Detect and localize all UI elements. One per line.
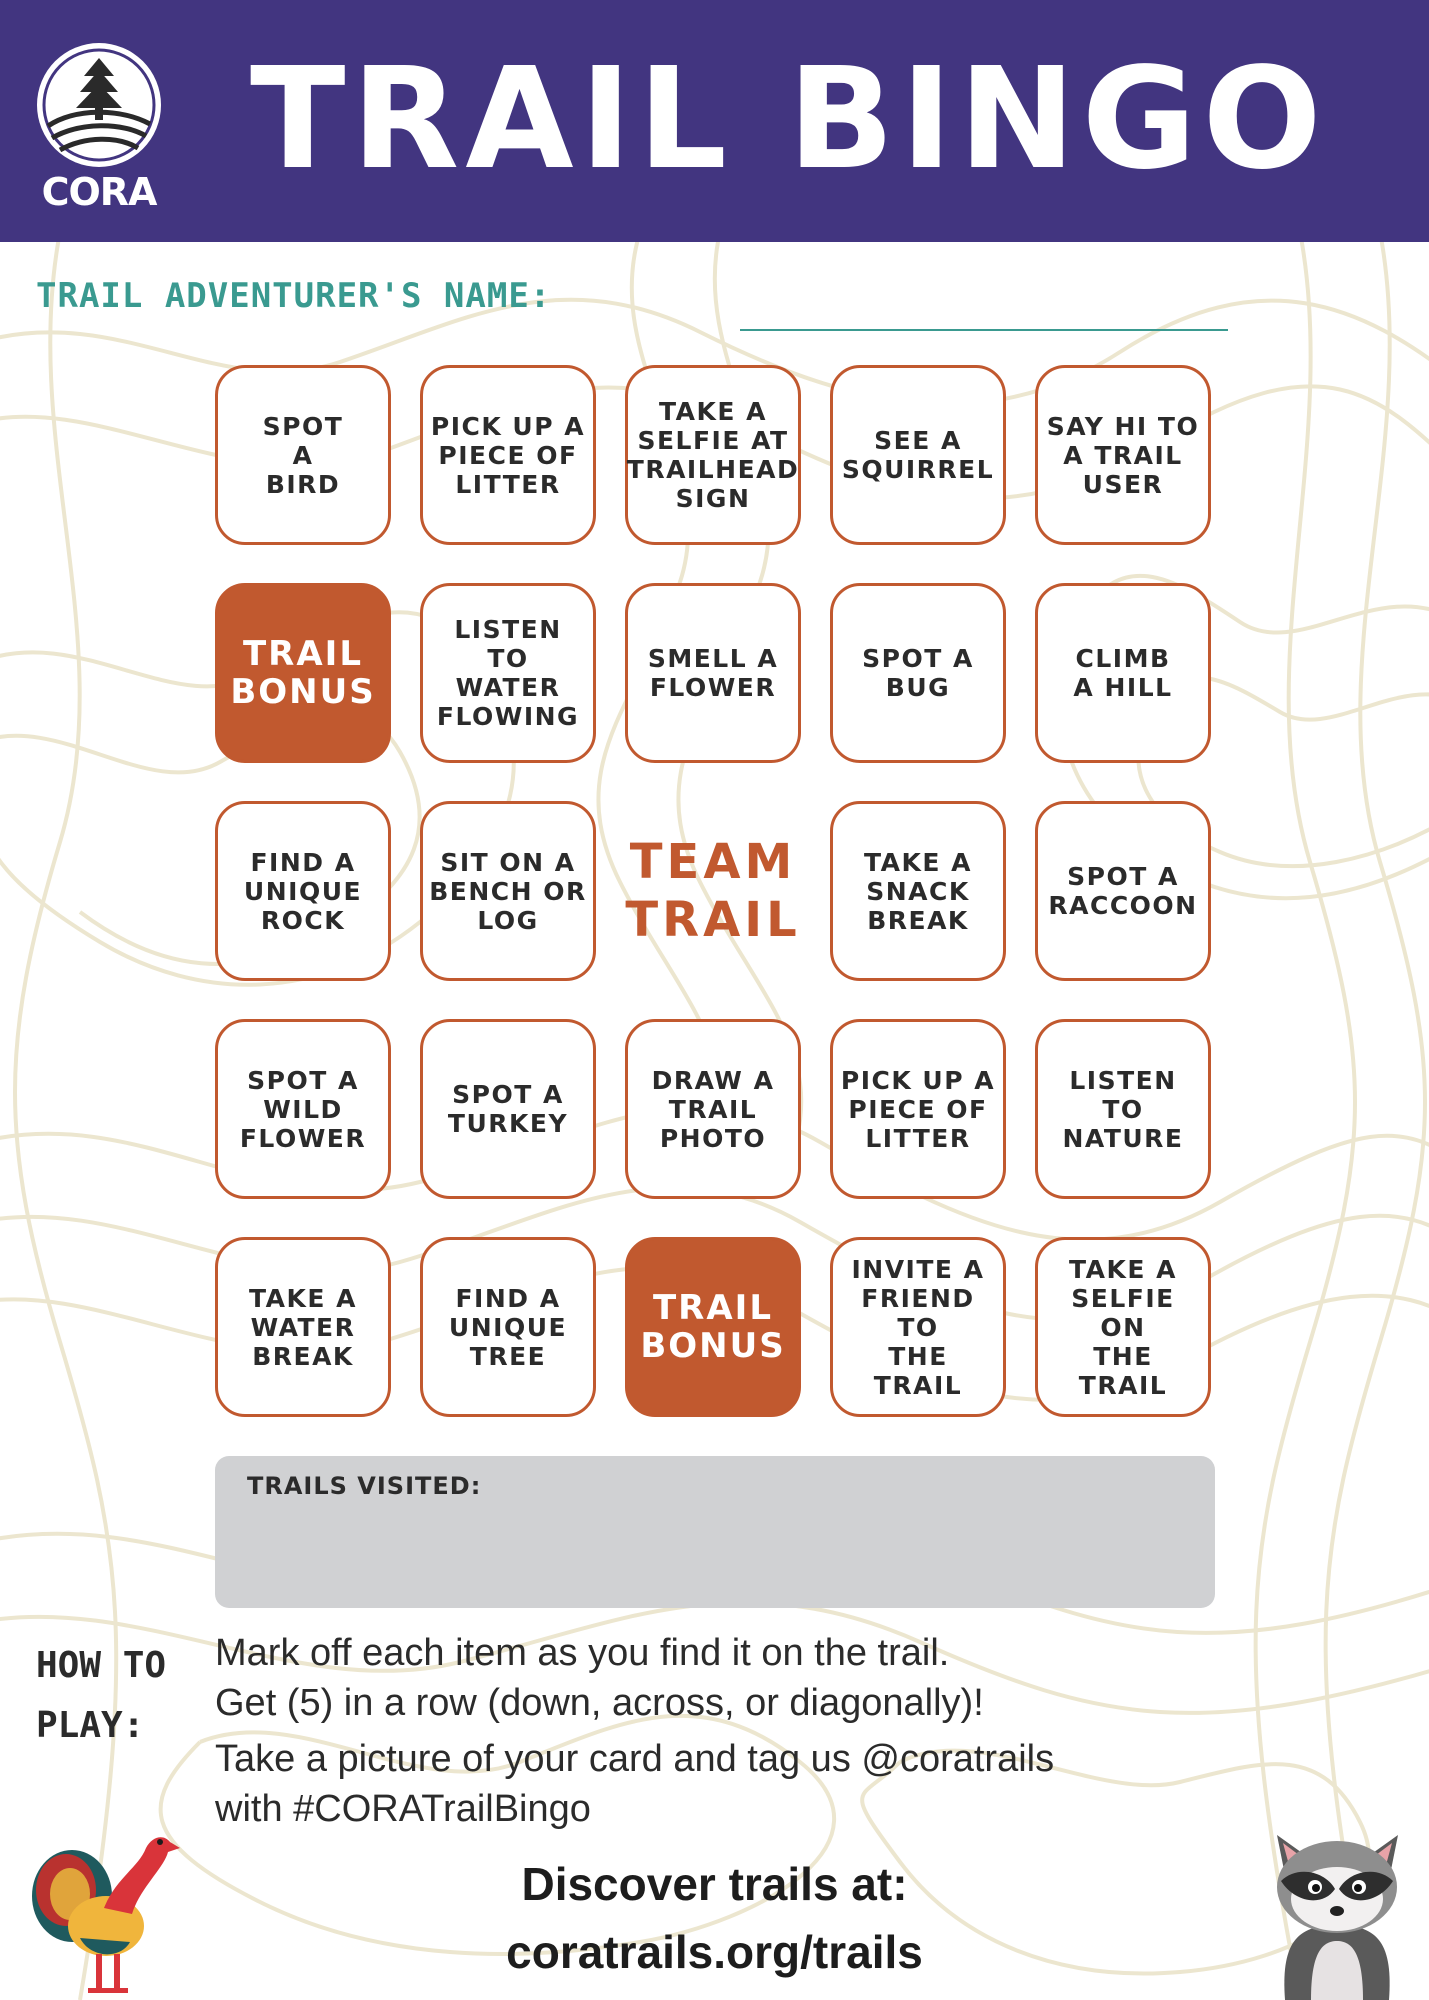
- logo-wordmark: CORA: [41, 170, 157, 214]
- adventurer-name-label: TRAIL ADVENTURER'S NAME:: [36, 276, 552, 316]
- bingo-square[interactable]: [215, 365, 391, 545]
- square-label: TRAIL BONUS: [230, 634, 376, 712]
- square-label: DRAW A TRAIL PHOTO: [651, 1065, 775, 1153]
- bingo-square[interactable]: [1035, 365, 1211, 545]
- square-label: PICK UP A PIECE OF LITTER: [840, 1065, 996, 1153]
- instruction-line: Take a picture of your card and tag us @coratrails: [215, 1738, 1055, 1780]
- square-label: LISTEN TO WATER FLOWING: [436, 615, 580, 731]
- trail-bonus-square[interactable]: [215, 583, 391, 763]
- adventurer-name-field[interactable]: [740, 329, 1228, 331]
- square-label: SIT ON A BENCH OR LOG: [429, 847, 587, 935]
- bingo-square[interactable]: [1035, 801, 1211, 981]
- discover-trails: [0, 1850, 1429, 1986]
- square-label: PICK UP A PIECE OF LITTER: [430, 411, 586, 499]
- bingo-square[interactable]: [830, 583, 1006, 763]
- square-label: FIND A UNIQUE TREE: [448, 1283, 568, 1371]
- instruction-line: Mark off each item as you find it on the trail.: [215, 1632, 950, 1674]
- bingo-square[interactable]: [830, 1237, 1006, 1417]
- bingo-square[interactable]: [420, 365, 596, 545]
- square-label: TEAM TRAIL: [625, 834, 801, 948]
- how-to-play-label: [36, 1636, 196, 1756]
- bingo-square[interactable]: [1035, 1237, 1211, 1417]
- square-label: LISTEN TO NATURE: [1062, 1065, 1184, 1153]
- bingo-square[interactable]: [1035, 583, 1211, 763]
- square-label: SEE A SQUIRREL: [841, 426, 995, 484]
- bingo-square[interactable]: [625, 583, 801, 763]
- trails-visited-box[interactable]: [215, 1456, 1215, 1608]
- bingo-square[interactable]: [420, 801, 596, 981]
- discover-heading: Discover trails at:: [521, 1858, 908, 1910]
- trails-visited-label: TRAILS VISITED:: [247, 1472, 482, 1500]
- instruction-line: Get (5) in a row (down, across, or diagonally)!: [215, 1682, 984, 1724]
- cora-logo: [30, 36, 168, 216]
- square-label: SPOT A RACCOON: [1048, 862, 1198, 920]
- trail-bonus-square[interactable]: [625, 1237, 801, 1417]
- free-center-square[interactable]: [625, 801, 801, 981]
- bingo-square[interactable]: [215, 1019, 391, 1199]
- square-label: TAKE A SELFIE AT TRAILHEAD SIGN: [626, 397, 800, 513]
- header-banner: [0, 0, 1429, 242]
- square-label: TRAIL BONUS: [640, 1288, 786, 1366]
- discover-url-link[interactable]: coratrails.org/trails: [506, 1926, 923, 1978]
- bingo-board: [215, 365, 1215, 1421]
- bingo-square[interactable]: [830, 801, 1006, 981]
- bingo-square[interactable]: [1035, 1019, 1211, 1199]
- square-label: TAKE A SNACK BREAK: [864, 847, 972, 935]
- bingo-square[interactable]: [420, 583, 596, 763]
- how-to-label-line1: HOW TO: [36, 1645, 167, 1686]
- square-label: CLIMB A HILL: [1073, 644, 1173, 702]
- square-label: FIND A UNIQUE ROCK: [243, 847, 363, 935]
- how-to-label-line2: PLAY:: [36, 1705, 145, 1746]
- page-title: TRAIL BINGO: [250, 38, 1328, 201]
- how-to-play-instructions: [215, 1628, 1215, 1834]
- square-label: SMELL A FLOWER: [647, 644, 779, 702]
- tree-hills-logo-icon: [30, 36, 168, 174]
- bingo-square[interactable]: [215, 801, 391, 981]
- instruction-line: with #CORATrailBingo: [215, 1788, 591, 1830]
- bingo-square[interactable]: [625, 365, 801, 545]
- bingo-square[interactable]: [420, 1237, 596, 1417]
- square-label: SPOT A WILD FLOWER: [239, 1065, 367, 1153]
- bingo-square[interactable]: [830, 1019, 1006, 1199]
- square-label: INVITE A FRIEND TO THE TRAIL: [851, 1254, 985, 1400]
- square-label: SPOT A BIRD: [262, 411, 344, 499]
- square-label: TAKE A WATER BREAK: [249, 1283, 357, 1371]
- square-label: SPOT A BUG: [862, 644, 974, 702]
- raccoon-icon: [1255, 1815, 1420, 2000]
- bingo-square[interactable]: [625, 1019, 801, 1199]
- bingo-square[interactable]: [830, 365, 1006, 545]
- bingo-square[interactable]: [215, 1237, 391, 1417]
- square-label: SAY HI TO A TRAIL USER: [1046, 411, 1200, 499]
- bingo-square[interactable]: [420, 1019, 596, 1199]
- square-label: TAKE A SELFIE ON THE TRAIL: [1069, 1254, 1177, 1400]
- turkey-icon: [20, 1808, 180, 2000]
- square-label: SPOT A TURKEY: [447, 1080, 569, 1138]
